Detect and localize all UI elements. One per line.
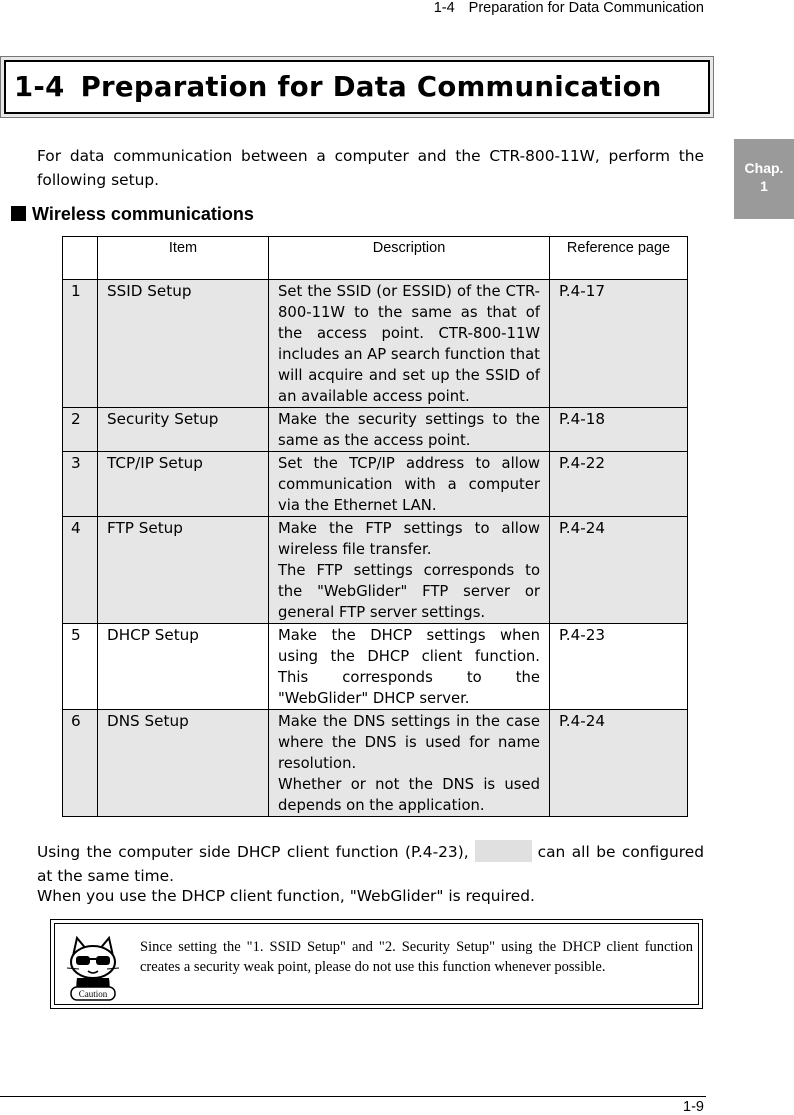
highlight-box bbox=[475, 840, 532, 862]
row-description bbox=[269, 452, 550, 517]
table-row bbox=[63, 517, 688, 624]
header-description: Description bbox=[269, 237, 550, 280]
row-reference: P.4-17 bbox=[550, 280, 688, 408]
table-row bbox=[63, 408, 688, 452]
row-description bbox=[269, 624, 550, 710]
row-description bbox=[269, 280, 550, 408]
caution-box bbox=[50, 919, 703, 1009]
dhcp-note-text-start: Using the computer side DHCP client function (P.4-23), bbox=[37, 843, 469, 861]
row-description-text: Set the SSID (or ESSID) of the CTR-800-11W to the same as that of the access point. CTR-800-11W includes an AP search function that will acquire and set up the SSID of an available access point. bbox=[278, 283, 540, 405]
row-description-text: Make the security settings to the same as the access point. bbox=[278, 411, 540, 449]
header-reference-page: Reference page bbox=[550, 237, 688, 280]
page-title bbox=[14, 71, 662, 103]
row-item: DNS Setup bbox=[98, 710, 269, 817]
row-reference: P.4-24 bbox=[550, 517, 688, 624]
webglider-note-paragraph: When you use the DHCP client function, "WebGlider" is required. bbox=[37, 887, 535, 905]
row-number: 2 bbox=[63, 408, 98, 452]
table-header-row bbox=[63, 237, 688, 280]
caution-icon-label: Caution bbox=[78, 989, 108, 999]
row-item: SSID Setup bbox=[98, 280, 269, 408]
row-number: 3 bbox=[63, 452, 98, 517]
page-title-text: Preparation for Data Communication bbox=[80, 71, 662, 103]
row-item: DHCP Setup bbox=[98, 624, 269, 710]
dhcp-note-paragraph bbox=[37, 840, 704, 888]
caution-cat-icon bbox=[65, 934, 121, 1002]
caution-text: Since setting the "1. SSID Setup" and "2. Security Setup" using the DHCP client function creates a security weak point, please do not use this function whenever possible. bbox=[140, 939, 693, 975]
table-row bbox=[63, 452, 688, 517]
row-number: 4 bbox=[63, 517, 98, 624]
row-description-text: Make the DHCP settings when using the DHCP client function. This corresponds to the "WebGlider" DHCP server. bbox=[278, 627, 540, 707]
row-description-text: Set the TCP/IP address to allow communication with a computer via the Ethernet LAN. bbox=[278, 455, 540, 514]
row-reference: P.4-18 bbox=[550, 408, 688, 452]
row-item: FTP Setup bbox=[98, 517, 269, 624]
row-reference: P.4-24 bbox=[550, 710, 688, 817]
row-reference: P.4-23 bbox=[550, 624, 688, 710]
running-header bbox=[420, 0, 704, 16]
row-description-text: Make the FTP settings to allow wireless file transfer. bbox=[278, 520, 540, 558]
footer-divider bbox=[0, 1096, 706, 1097]
running-header-section-number: 1-4 bbox=[433, 0, 455, 16]
chapter-tab-label: Chap. bbox=[744, 160, 784, 176]
chapter-tab bbox=[734, 139, 794, 219]
row-item: Security Setup bbox=[98, 408, 269, 452]
row-description-text: Make the DNS settings in the case where the DNS is used for name resolution. bbox=[278, 713, 540, 772]
row-description bbox=[269, 517, 550, 624]
row-description-text: The FTP settings corresponds to the "WebGlider" FTP server or general FTP server settings. bbox=[278, 562, 540, 621]
row-number: 5 bbox=[63, 624, 98, 710]
section-title-box bbox=[4, 60, 710, 114]
row-number: 6 bbox=[63, 710, 98, 817]
table-row bbox=[63, 710, 688, 817]
black-square-bullet-icon bbox=[11, 206, 26, 221]
chapter-tab-number: 1 bbox=[760, 178, 768, 194]
row-description bbox=[269, 710, 550, 817]
row-description-text: Whether or not the DNS is used depends on the application. bbox=[278, 776, 540, 814]
row-number: 1 bbox=[63, 280, 98, 408]
intro-paragraph: For data communication between a computer and the CTR-800-11W, perform the following setup. bbox=[37, 147, 704, 189]
table-row bbox=[63, 624, 688, 710]
page-title-number: 1-4 bbox=[14, 71, 65, 103]
header-number bbox=[63, 237, 98, 280]
caution-box-inner bbox=[54, 923, 699, 1005]
running-header-section-title: Preparation for Data Communication bbox=[468, 0, 704, 16]
section-heading bbox=[11, 204, 254, 225]
page-number: 1-9 bbox=[683, 1099, 704, 1115]
row-item: TCP/IP Setup bbox=[98, 452, 269, 517]
row-description bbox=[269, 408, 550, 452]
section-heading-text: Wireless communications bbox=[32, 204, 254, 224]
setup-table bbox=[62, 236, 688, 817]
section-title-frame bbox=[0, 56, 714, 118]
table-row bbox=[63, 280, 688, 408]
header-item: Item bbox=[98, 237, 269, 280]
row-reference: P.4-22 bbox=[550, 452, 688, 517]
dhcp-note-text-end: can all be configured at the same time. bbox=[37, 843, 704, 885]
